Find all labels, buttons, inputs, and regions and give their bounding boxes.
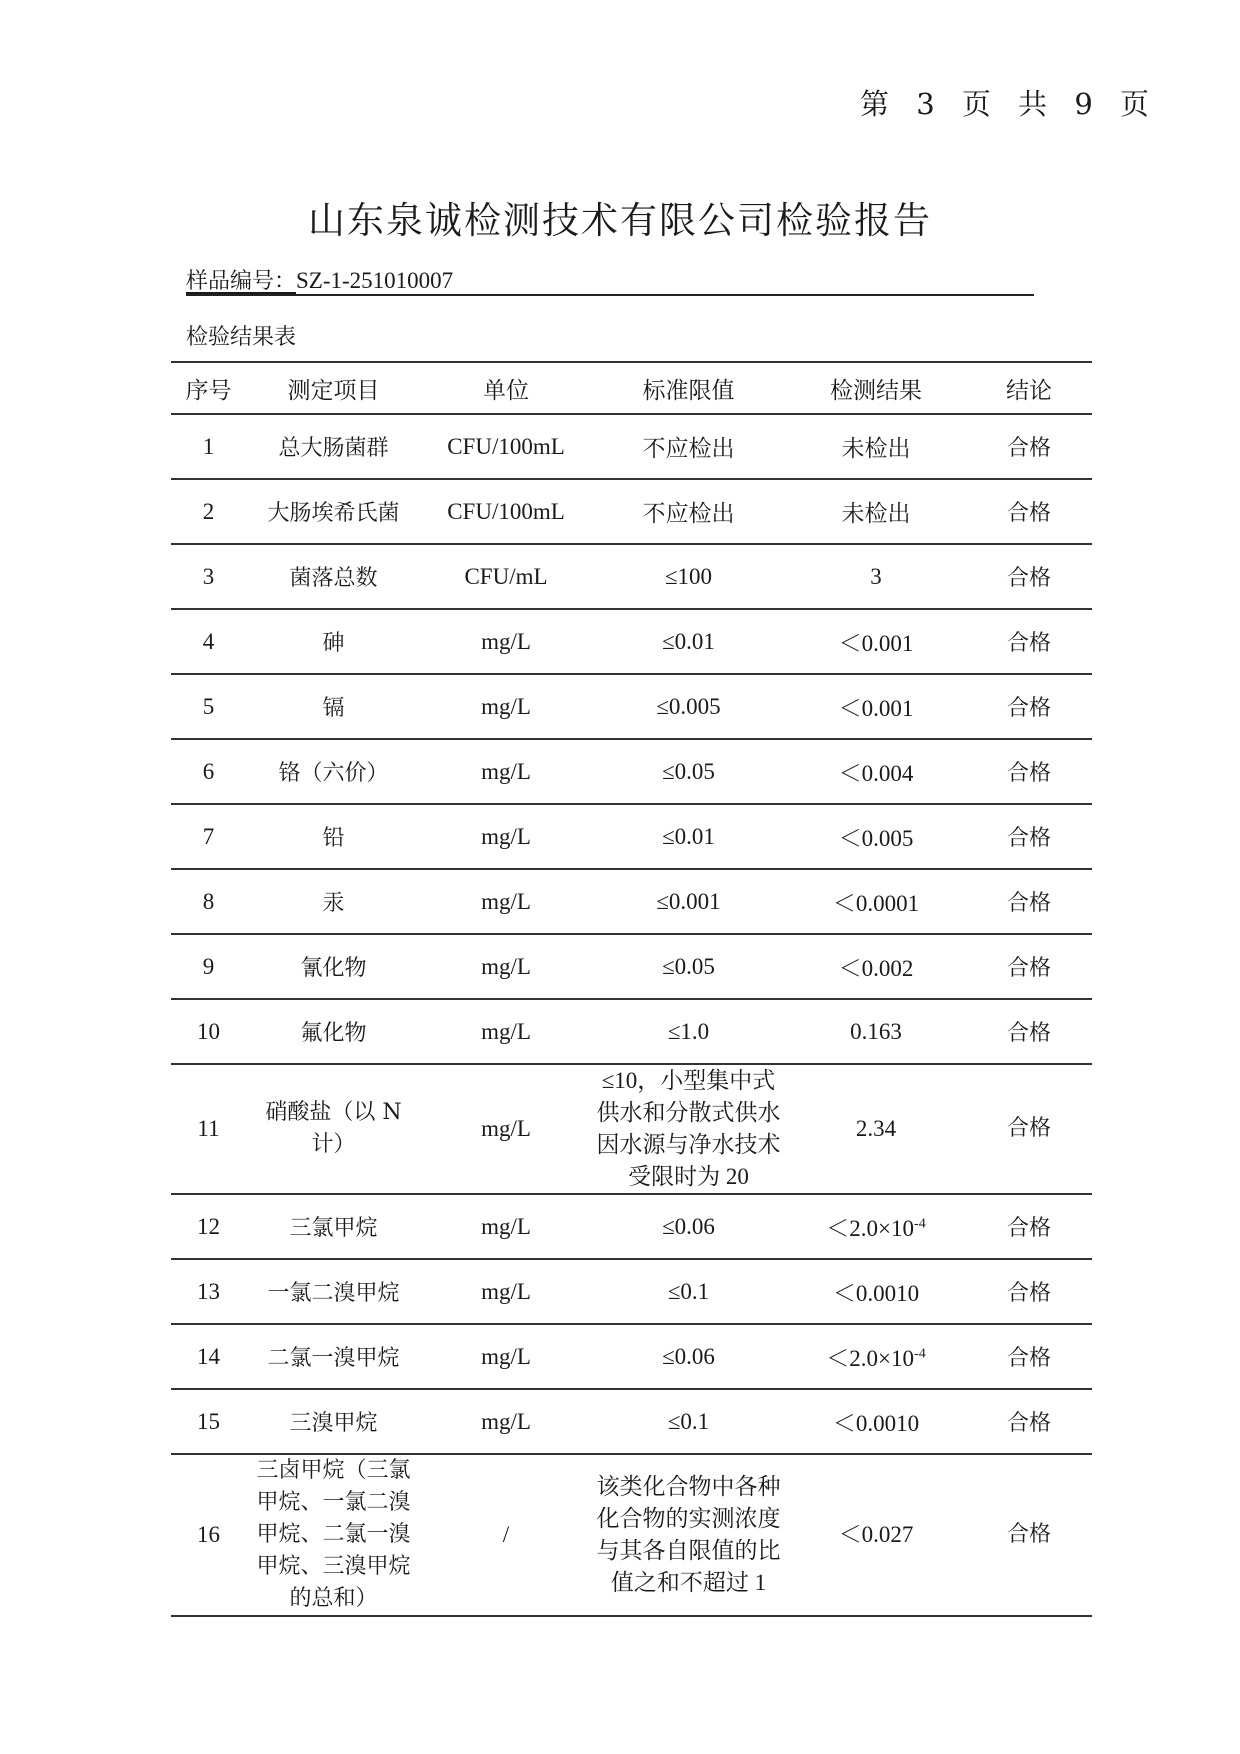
row-limit: ≤100 [591, 544, 786, 609]
table-header-row [171, 362, 1092, 414]
row-result: 2.34 [786, 1064, 966, 1194]
row-item: 三氯甲烷 [246, 1194, 421, 1259]
row-limit: ≤0.06 [591, 1324, 786, 1389]
row-limit: 不应检出 [591, 414, 786, 479]
row-unit: mg/L [421, 1324, 591, 1389]
row-no: 8 [171, 869, 246, 934]
row-no: 11 [171, 1064, 246, 1194]
row-result: 未检出 [786, 414, 966, 479]
row-item: 总大肠菌群 [246, 414, 421, 479]
row-conclusion: 合格 [966, 1389, 1092, 1454]
table-row [171, 804, 1092, 869]
row-result: ＜0.001 [786, 674, 966, 739]
column-header-conclusion: 结论 [966, 362, 1092, 414]
column-header-limit: 标准限值 [591, 362, 786, 414]
row-no: 2 [171, 479, 246, 544]
table-row [171, 1454, 1092, 1616]
table-row [171, 544, 1092, 609]
row-no: 12 [171, 1194, 246, 1259]
column-header-result: 检测结果 [786, 362, 966, 414]
row-conclusion: 合格 [966, 869, 1092, 934]
row-item: 硝酸盐（以 N 计） [246, 1064, 421, 1194]
row-result: ＜0.002 [786, 934, 966, 999]
row-no: 15 [171, 1389, 246, 1454]
row-conclusion: 合格 [966, 804, 1092, 869]
row-item: 砷 [246, 609, 421, 674]
row-result: ＜0.004 [786, 739, 966, 804]
row-unit: CFU/mL [421, 544, 591, 609]
row-conclusion: 合格 [966, 999, 1092, 1064]
row-result: ＜0.0001 [786, 869, 966, 934]
row-result: ＜0.027 [786, 1454, 966, 1616]
row-no: 9 [171, 934, 246, 999]
row-no: 13 [171, 1259, 246, 1324]
row-result [786, 1324, 966, 1389]
row-conclusion: 合格 [966, 934, 1092, 999]
row-limit: ≤0.06 [591, 1194, 786, 1259]
report-title: 山东泉诚检测技术有限公司检验报告 [308, 199, 932, 242]
table-row [171, 1389, 1092, 1454]
table-row [171, 1064, 1092, 1194]
row-conclusion: 合格 [966, 739, 1092, 804]
row-result: 未检出 [786, 479, 966, 544]
table-row [171, 1194, 1092, 1259]
row-item: 氟化物 [246, 999, 421, 1064]
row-unit: mg/L [421, 869, 591, 934]
row-unit: / [421, 1454, 591, 1616]
row-conclusion: 合格 [966, 609, 1092, 674]
row-no: 5 [171, 674, 246, 739]
row-item: 大肠埃希氏菌 [246, 479, 421, 544]
row-limit: 该类化合物中各种化合物的实测浓度与其各自限值的比值之和不超过 1 [591, 1454, 786, 1616]
sample-number-value: SZ-1-251010007 [296, 268, 454, 293]
row-result: ＜0.001 [786, 609, 966, 674]
table-row [171, 1324, 1092, 1389]
table-row [171, 414, 1092, 479]
table-row [171, 479, 1092, 544]
row-limit: ≤0.05 [591, 934, 786, 999]
row-item: 铬（六价） [246, 739, 421, 804]
column-header-unit: 单位 [421, 362, 591, 414]
row-item: 三卤甲烷（三氯甲烷、一氯二溴甲烷、二氯一溴甲烷、三溴甲烷的总和） [246, 1454, 421, 1616]
row-result: ＜0.005 [786, 804, 966, 869]
row-result [786, 1194, 966, 1259]
row-no: 14 [171, 1324, 246, 1389]
table-row [171, 739, 1092, 804]
row-conclusion: 合格 [966, 1454, 1092, 1616]
row-unit: mg/L [421, 1194, 591, 1259]
row-result: ＜0.0010 [786, 1259, 966, 1324]
row-limit: ≤0.01 [591, 609, 786, 674]
row-item: 一氯二溴甲烷 [246, 1259, 421, 1324]
row-unit: mg/L [421, 934, 591, 999]
result-exponent: -4 [914, 1216, 926, 1232]
table-row [171, 999, 1092, 1064]
table-row [171, 934, 1092, 999]
table-caption: 检验结果表 [186, 325, 297, 350]
row-item: 菌落总数 [246, 544, 421, 609]
row-conclusion: 合格 [966, 544, 1092, 609]
column-header-no: 序号 [171, 362, 246, 414]
row-item: 氰化物 [246, 934, 421, 999]
row-item: 镉 [246, 674, 421, 739]
row-no: 16 [171, 1454, 246, 1616]
row-limit: ≤0.1 [591, 1389, 786, 1454]
row-item: 汞 [246, 869, 421, 934]
row-unit: CFU/100mL [421, 414, 591, 479]
row-limit: ≤0.01 [591, 804, 786, 869]
row-no: 10 [171, 999, 246, 1064]
row-limit: ≤0.1 [591, 1259, 786, 1324]
result-base: ＜2.0×10 [826, 1216, 915, 1241]
row-unit: mg/L [421, 804, 591, 869]
row-unit: mg/L [421, 609, 591, 674]
table-row [171, 609, 1092, 674]
row-result: 3 [786, 544, 966, 609]
row-no: 4 [171, 609, 246, 674]
row-item: 三溴甲烷 [246, 1389, 421, 1454]
result-base: ＜2.0×10 [826, 1346, 915, 1371]
column-header-item: 测定项目 [246, 362, 421, 414]
row-result: ＜0.0010 [786, 1389, 966, 1454]
sample-number-row [186, 264, 1034, 296]
row-conclusion: 合格 [966, 1259, 1092, 1324]
row-result: 0.163 [786, 999, 966, 1064]
row-limit: ≤10，小型集中式供水和分散式供水因水源与净水技术受限时为 20 [591, 1064, 786, 1194]
row-unit: mg/L [421, 1259, 591, 1324]
row-no: 6 [171, 739, 246, 804]
row-conclusion: 合格 [966, 1194, 1092, 1259]
row-unit: mg/L [421, 1064, 591, 1194]
page-number: 第 3 页 共 9 页 [860, 87, 1158, 121]
sample-number-label: 样品编号： [186, 269, 297, 294]
row-item: 铅 [246, 804, 421, 869]
row-unit: CFU/100mL [421, 479, 591, 544]
row-unit: mg/L [421, 739, 591, 804]
row-conclusion: 合格 [966, 674, 1092, 739]
row-conclusion: 合格 [966, 1324, 1092, 1389]
row-no: 7 [171, 804, 246, 869]
row-no: 3 [171, 544, 246, 609]
row-unit: mg/L [421, 1389, 591, 1454]
row-conclusion: 合格 [966, 479, 1092, 544]
row-unit: mg/L [421, 999, 591, 1064]
row-conclusion: 合格 [966, 414, 1092, 479]
row-limit: 不应检出 [591, 479, 786, 544]
row-item: 二氯一溴甲烷 [246, 1324, 421, 1389]
table-row [171, 869, 1092, 934]
row-limit: ≤0.05 [591, 739, 786, 804]
result-exponent: -4 [914, 1346, 926, 1362]
row-limit: ≤0.005 [591, 674, 786, 739]
results-table [171, 361, 1092, 1617]
row-unit: mg/L [421, 674, 591, 739]
table-row [171, 1259, 1092, 1324]
row-conclusion: 合格 [966, 1064, 1092, 1194]
row-no: 1 [171, 414, 246, 479]
row-limit: ≤1.0 [591, 999, 786, 1064]
table-row [171, 674, 1092, 739]
row-limit: ≤0.001 [591, 869, 786, 934]
